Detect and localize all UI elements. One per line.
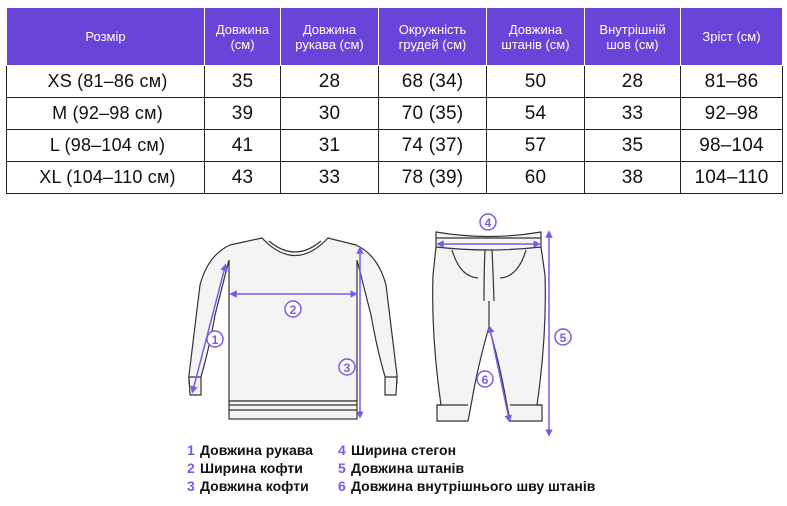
sweatshirt-illustration [189, 238, 397, 419]
cell-inseam: 35 [585, 130, 681, 162]
table-header-row [7, 8, 783, 66]
cell-pants-length: 50 [487, 66, 585, 98]
table-row [7, 130, 783, 162]
marker-4 [480, 214, 496, 230]
header-pants-length: Довжина штанів (см) [487, 8, 585, 66]
measurement-diagram [0, 205, 787, 440]
legend-right [338, 441, 595, 495]
marker-6-label: 6 [481, 373, 489, 387]
cell-sleeve-length: 31 [281, 130, 379, 162]
header-chest: Окружність грудей (см) [379, 8, 487, 66]
marker-2-label: 2 [289, 303, 297, 317]
cell-size: M (92–98 см) [7, 98, 205, 130]
marker-3-label: 3 [343, 361, 351, 375]
table-row [7, 162, 783, 194]
header-length: Довжина (см) [205, 8, 281, 66]
cell-height: 92–98 [681, 98, 783, 130]
cell-sleeve-length: 30 [281, 98, 379, 130]
marker-2 [285, 301, 301, 317]
cell-size: L (98–104 см) [7, 130, 205, 162]
header-height: Зріст (см) [681, 8, 783, 66]
legend-number: 5 [338, 460, 346, 476]
legend-item [187, 477, 313, 495]
legend-item [338, 441, 595, 459]
marker-3 [339, 359, 355, 375]
cell-size: XL (104–110 см) [7, 162, 205, 194]
marker-4-label: 4 [484, 216, 492, 230]
legend-number: 3 [187, 478, 195, 494]
pants-illustration [433, 232, 546, 421]
table-row [7, 66, 783, 98]
legend-left [187, 441, 313, 495]
cell-size: XS (81–86 см) [7, 66, 205, 98]
cell-pants-length: 57 [487, 130, 585, 162]
marker-1-label: 1 [211, 333, 219, 347]
legend-number: 4 [338, 442, 346, 458]
header-sleeve-length: Довжина рукава (см) [281, 8, 379, 66]
cell-inseam: 38 [585, 162, 681, 194]
cell-height: 81–86 [681, 66, 783, 98]
legend-label: Довжина внутрішнього шву штанів [351, 478, 596, 494]
size-chart-table [6, 7, 783, 194]
legend-label: Ширина кофти [200, 460, 303, 476]
cell-length: 35 [205, 66, 281, 98]
legend-label: Довжина рукава [200, 442, 313, 458]
cell-inseam: 33 [585, 98, 681, 130]
table-row [7, 98, 783, 130]
cell-height: 98–104 [681, 130, 783, 162]
cell-length: 39 [205, 98, 281, 130]
cell-chest: 68 (34) [379, 66, 487, 98]
marker-1 [207, 331, 223, 347]
legend-number: 2 [187, 460, 195, 476]
marker-5 [555, 329, 571, 345]
cell-pants-length: 60 [487, 162, 585, 194]
legend-item [187, 441, 313, 459]
cell-pants-length: 54 [487, 98, 585, 130]
header-size: Розмір [7, 8, 205, 66]
cell-sleeve-length: 33 [281, 162, 379, 194]
legend-item [338, 459, 595, 477]
marker-6 [477, 371, 493, 387]
cell-length: 41 [205, 130, 281, 162]
legend-item [187, 459, 313, 477]
cell-chest: 70 (35) [379, 98, 487, 130]
cell-sleeve-length: 28 [281, 66, 379, 98]
cell-length: 43 [205, 162, 281, 194]
legend-item [338, 477, 595, 495]
legend-label: Довжина штанів [351, 460, 465, 476]
cell-inseam: 28 [585, 66, 681, 98]
legend-number: 1 [187, 442, 195, 458]
cell-chest: 74 (37) [379, 130, 487, 162]
cell-height: 104–110 [681, 162, 783, 194]
header-inseam: Внутрішній шов (см) [585, 8, 681, 66]
cell-chest: 78 (39) [379, 162, 487, 194]
legend-label: Ширина стегон [351, 442, 457, 458]
legend-number: 6 [338, 478, 346, 494]
marker-5-label: 5 [559, 331, 567, 345]
legend-label: Довжина кофти [200, 478, 309, 494]
